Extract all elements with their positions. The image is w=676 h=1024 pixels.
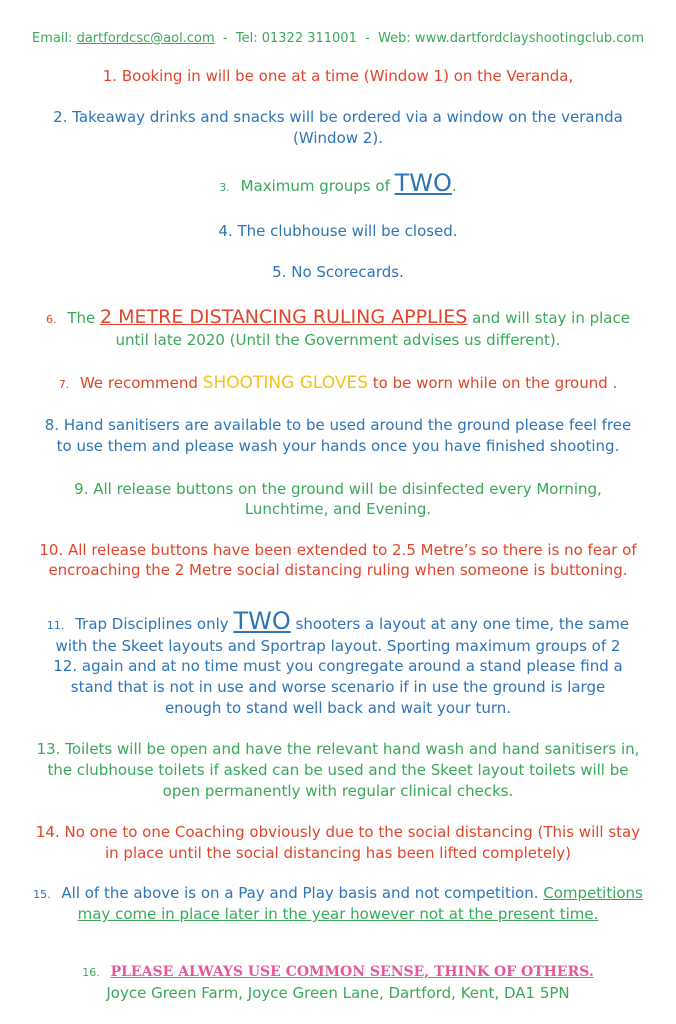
rule-number: 7. [58, 378, 70, 391]
rule-number: 11. [46, 619, 65, 632]
email-link[interactable]: dartfordcsc@aol.com [76, 31, 215, 46]
rule-3-end: . [451, 177, 457, 195]
rule-1: 1. Booking in will be one at a time (Window 1) on the Veranda, [102, 67, 574, 85]
rule-7-pre: We recommend [79, 374, 198, 392]
common-sense-notice: PLEASE ALWAYS USE COMMON SENSE, THINK OF OTHERS. [110, 964, 594, 980]
footer-address: Joyce Green Farm, Joyce Green Lane, Dartford, Kent, DA1 5PN [106, 984, 570, 1002]
rule-13-line-1: 13. Toilets will be open and have the relevant hand wash and hand sanitisers in, [36, 740, 640, 758]
rule-12-line-1: 12. again and at no time must you congregate around a stand please find a [53, 657, 623, 675]
rule-6-post: and will stay in place [472, 309, 630, 327]
rule-16 [0, 962, 676, 982]
rule-2-line-1: 2. Takeaway drinks and snacks will be ordered via a window on the veranda [53, 108, 623, 126]
separator: - [365, 31, 370, 46]
rule-6-line-2: until late 2020 (Until the Government advises us different). [115, 331, 561, 349]
rule-15-line-2-text: may come in place later in the year however not at the present time. [77, 905, 599, 923]
emphasis-two: TWO [394, 169, 452, 197]
website: Web: www.dartfordclayshootingclub.com [378, 31, 645, 46]
contact-header [0, 30, 676, 48]
rule-11-line-2: with the Skeet layouts and Sportrap layout. Sporting maximum groups of 2 [55, 637, 621, 655]
rule-11-line-1 [0, 607, 676, 635]
rule-8-line-1: 8. Hand sanitisers are available to be used around the ground please feel free [44, 416, 632, 434]
rule-number: 6. [46, 313, 57, 326]
rule-number: 15. [33, 888, 51, 901]
rule-7-post: to be worn while on the ground . [372, 374, 618, 392]
rule-12-line-2: stand that is not in use and worse scenario if in use the ground is large [70, 678, 606, 696]
separator: - [222, 31, 228, 46]
emphasis-distancing: 2 METRE DISTANCING RULING APPLIES [100, 306, 468, 328]
rule-11-pre: Trap Disciplines only [75, 615, 229, 633]
rule-6-line-1 [0, 308, 676, 329]
rule-10-line-1: 10. All release buttons have been extended to 2.5 Metre’s so there is no fear of [39, 541, 637, 559]
rule-9-line-2: Lunchtime, and Evening. [244, 500, 432, 518]
emphasis-gloves: SHOOTING GLOVES [202, 373, 368, 393]
rule-7 [0, 374, 676, 394]
rule-15-pre: All of the above is on a Pay and Play basis and not competition. [61, 884, 539, 902]
rule-12-line-3: enough to stand well back and wait your turn. [164, 699, 512, 717]
rule-3-text: Maximum groups of [240, 177, 390, 195]
competitions-link: Competitions [543, 884, 643, 902]
rule-13-line-2: the clubhouse toilets if asked can be used and the Skeet layout toilets will be [47, 761, 629, 779]
emphasis-two: TWO [233, 607, 291, 635]
rule-13-line-3: open permanently with regular clinical checks. [162, 782, 514, 800]
rule-6-pre: The [67, 309, 96, 327]
rule-15-line-2 [0, 905, 676, 923]
rule-14-line-2: in place until the social distancing has been lifted completely) [104, 844, 572, 862]
rule-3 [0, 169, 676, 197]
rule-10-line-2: encroaching the 2 Metre social distancing ruling when someone is buttoning. [48, 561, 628, 579]
email-label: Email: [31, 31, 73, 46]
rule-number: 16. [82, 966, 100, 979]
rule-9-line-1: 9. All release buttons on the ground will be disinfected every Morning, [74, 480, 602, 498]
rule-14-line-1: 14. No one to one Coaching obviously due to the social distancing (This will stay [35, 823, 641, 841]
rule-11-post: shooters a layout at any one time, the same [295, 615, 630, 633]
rule-15-line-1 [0, 884, 676, 904]
telephone: Tel: 01322 311001 [235, 31, 357, 46]
rule-4-text: 4. The clubhouse will be closed. [218, 222, 458, 240]
rule-number: 3. [219, 181, 230, 194]
rule-5: 5. No Scorecards. [272, 263, 404, 281]
rule-4 [0, 222, 676, 240]
rule-8-line-2: to use them and please wash your hands once you have finished shooting. [56, 437, 620, 455]
rule-2-line-2: (Window 2). [293, 129, 383, 147]
